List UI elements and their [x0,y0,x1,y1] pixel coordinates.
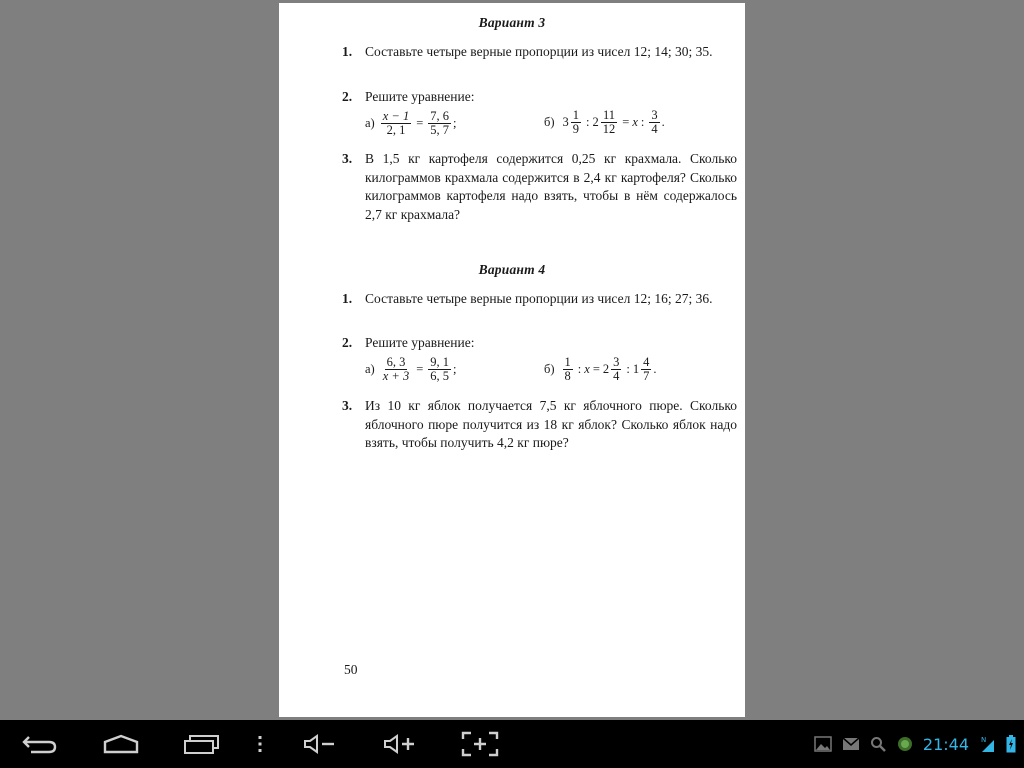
whole-part: 3 [562,115,569,129]
fraction [428,110,451,137]
numerator: 1 [572,108,580,122]
volume-up-icon [382,733,418,755]
mixed-number [632,355,657,383]
colon: : [626,362,630,376]
equation-label: а) [365,362,375,376]
task-number: 3. [342,398,353,413]
recent-apps-button[interactable] [180,720,222,768]
mail-icon[interactable] [842,737,860,751]
page-number: 50 [344,662,358,677]
denominator: 4 [613,369,620,383]
colon: : [577,362,582,376]
equals-sign: = [416,362,424,376]
variant-3-equation-a [365,110,457,137]
home-button[interactable] [100,720,142,768]
fraction [381,110,411,137]
gallery-icon[interactable] [814,736,832,752]
whole-part: 1 [632,362,640,376]
equation-label: б) [544,115,555,129]
task-text: В 1,5 кг картофеля содержится 0,25 кг крахмала. Сколько килограммов крахмала содержится в 2,4 кг картофеля? Сколько килограммов картофеля надо взять, чтобы в нём содержалось 2,7 кг крахмала? [365,151,737,222]
denominator: 8 [564,369,571,383]
variant-4-equation-a [365,356,457,383]
colon: : [586,115,590,129]
numerator: 6, 3 [386,355,406,369]
variant-4-equation-b [544,356,657,383]
semicolon: ; [453,116,457,130]
denominator: 9 [572,122,580,136]
fraction [649,109,659,136]
task-text: Составьте четыре верные пропорции из чисел 12; 16; 27; 36. [365,291,713,306]
denominator: 6, 5 [430,369,450,383]
battery-icon [1006,735,1016,753]
variant-3-equation-b [544,109,665,136]
variant-3-title: Вариант 3 [478,15,546,30]
numerator: 9, 1 [430,355,450,369]
numerator: 7, 6 [430,109,450,123]
variant-3-task-2 [342,88,737,107]
numerator: x − 1 [382,109,410,123]
mixed-number [593,109,620,136]
equation-label: а) [365,116,375,130]
recent-apps-icon [182,733,220,755]
variable-x: x [632,115,638,129]
fraction [611,356,621,383]
back-button[interactable] [18,720,62,768]
numerator: 11 [602,108,616,122]
task-number: 2. [342,335,353,350]
fraction [571,109,581,136]
denominator: 12 [602,122,616,136]
task-number: 3. [342,151,353,166]
fraction [563,356,573,383]
equation-label: б) [544,362,555,376]
task-text: Из 10 кг яблок получается 7,5 кг яблочного пюре. Сколько яблочного пюре получится из 18 кг яблок? Сколько яблок надо взять, чтобы получить 4,2 кг пюре? [365,398,737,450]
volume-down-button[interactable] [300,720,340,768]
fraction [641,356,651,383]
numerator: 3 [651,108,658,122]
variant-4-task-3 [342,397,737,453]
equals-sign: = [622,115,630,129]
menu-button[interactable] [250,720,270,768]
clock[interactable]: 21:44 [922,734,969,754]
task-number: 1. [342,291,353,306]
denominator: 7 [643,369,650,383]
signal-icon [980,735,996,753]
screenshot-icon [461,731,499,757]
denominator: 2, 1 [386,123,406,137]
system-navigation-bar [0,720,1024,768]
numerator: 4 [643,355,650,369]
status-area[interactable] [809,720,1024,768]
numerator: 1 [564,355,571,369]
variable-x: x [584,362,590,376]
variant-4-title: Вариант 4 [478,262,546,277]
period: . [653,362,657,376]
variant-3-task-1 [342,43,737,62]
home-icon [102,733,140,755]
denominator: 4 [651,122,658,136]
task-number: 2. [342,89,353,104]
denominator: 5, 7 [430,123,450,137]
numerator: 3 [613,355,620,369]
fraction [601,109,618,136]
task-number: 1. [342,44,353,59]
volume-down-icon [302,733,338,755]
mixed-number [603,356,624,383]
search-icon[interactable] [870,736,886,752]
document-page [279,3,745,717]
variant-3-task-3 [342,150,737,224]
task-text: Решите уравнение: [365,335,475,350]
back-icon [21,733,59,755]
fraction [428,356,451,383]
equals-sign: = [416,116,424,130]
denominator: x + 3 [382,369,410,383]
volume-up-button[interactable] [380,720,420,768]
variant-4-task-1 [342,290,737,309]
task-text: Составьте четыре верные пропорции из чисел 12; 14; 30; 35. [365,44,713,59]
period: . [661,115,665,129]
fraction [381,356,411,383]
svg-text:N: N [981,736,987,744]
task-text: Решите уравнение: [365,89,475,104]
variant-4-task-2 [342,334,737,353]
whole-part: 2 [592,115,599,129]
whole-part: 2 [602,362,610,376]
mixed-number [563,109,584,136]
semicolon: ; [453,362,457,376]
app-icon[interactable] [896,735,914,753]
screenshot-button[interactable] [460,720,500,768]
colon: : [640,115,645,129]
equals-sign: = [592,362,600,376]
menu-icon [257,734,263,754]
